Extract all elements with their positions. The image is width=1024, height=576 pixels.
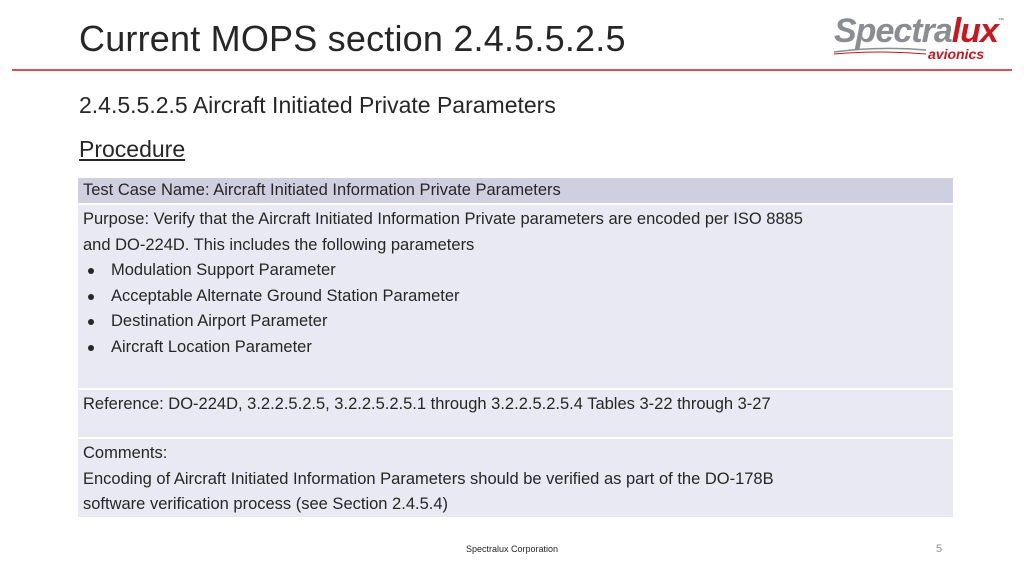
purpose-text-line1: Purpose: Verify that the Aircraft Initiated Information Private parameters are encoded per ISO 8885 [83, 210, 803, 228]
logo-brand-part2: lux [951, 12, 998, 50]
logo-brand-part1: Spectra [834, 12, 952, 50]
procedure-heading: Procedure [79, 136, 186, 162]
bullet-icon [88, 294, 94, 300]
logo-subtitle: avionics [928, 46, 985, 62]
parameter-list [83, 258, 948, 360]
title-divider [12, 69, 1012, 71]
list-item-text: Aircraft Location Parameter [111, 337, 312, 356]
section-heading: 2.4.5.5.2.5 Aircraft Initiated Private Parameters [79, 92, 556, 118]
list-item [83, 258, 948, 284]
bullet-icon [88, 319, 94, 325]
list-item-text: Acceptable Alternate Ground Station Parameter [111, 286, 460, 305]
test-case-name-text: Test Case Name: Aircraft Initiated Information Private Parameters [83, 181, 561, 199]
footer-company: Spectralux Corporation [465, 544, 559, 554]
purpose-text-line2: and DO-224D. This includes the following parameters [83, 235, 475, 254]
reference-text: Reference: DO-224D, 3.2.2.5.2.5, 3.2.2.5.2.5.1 through 3.2.2.5.2.5.4 Tables 3-22 through 3-27 [83, 395, 771, 413]
logo-swoosh-icon [832, 44, 928, 58]
comments-text-line1: Encoding of Aircraft Initiated Information Parameters should be verified as part of the DO-178B [83, 469, 774, 488]
list-item [83, 309, 948, 335]
list-item [83, 335, 948, 361]
spectralux-logo [832, 14, 1012, 64]
bullet-icon [88, 345, 94, 351]
comments-text-line2: software verification process (see Section 2.4.5.4) [83, 495, 449, 513]
list-item [83, 284, 948, 310]
page-number: 5 [936, 543, 943, 555]
slide-title: Current MOPS section 2.4.5.5.2.5 [79, 18, 626, 59]
test-case-name-row [78, 178, 953, 205]
list-item-text: Modulation Support Parameter [111, 261, 336, 279]
procedure-table [78, 178, 953, 519]
purpose-row [78, 205, 953, 390]
list-item-text: Destination Airport Parameter [111, 312, 328, 330]
reference-row [78, 390, 953, 439]
logo-trademark: ™ [998, 18, 1004, 24]
comments-row [78, 439, 953, 519]
comments-label: Comments: [83, 444, 168, 462]
bullet-icon [88, 268, 94, 274]
